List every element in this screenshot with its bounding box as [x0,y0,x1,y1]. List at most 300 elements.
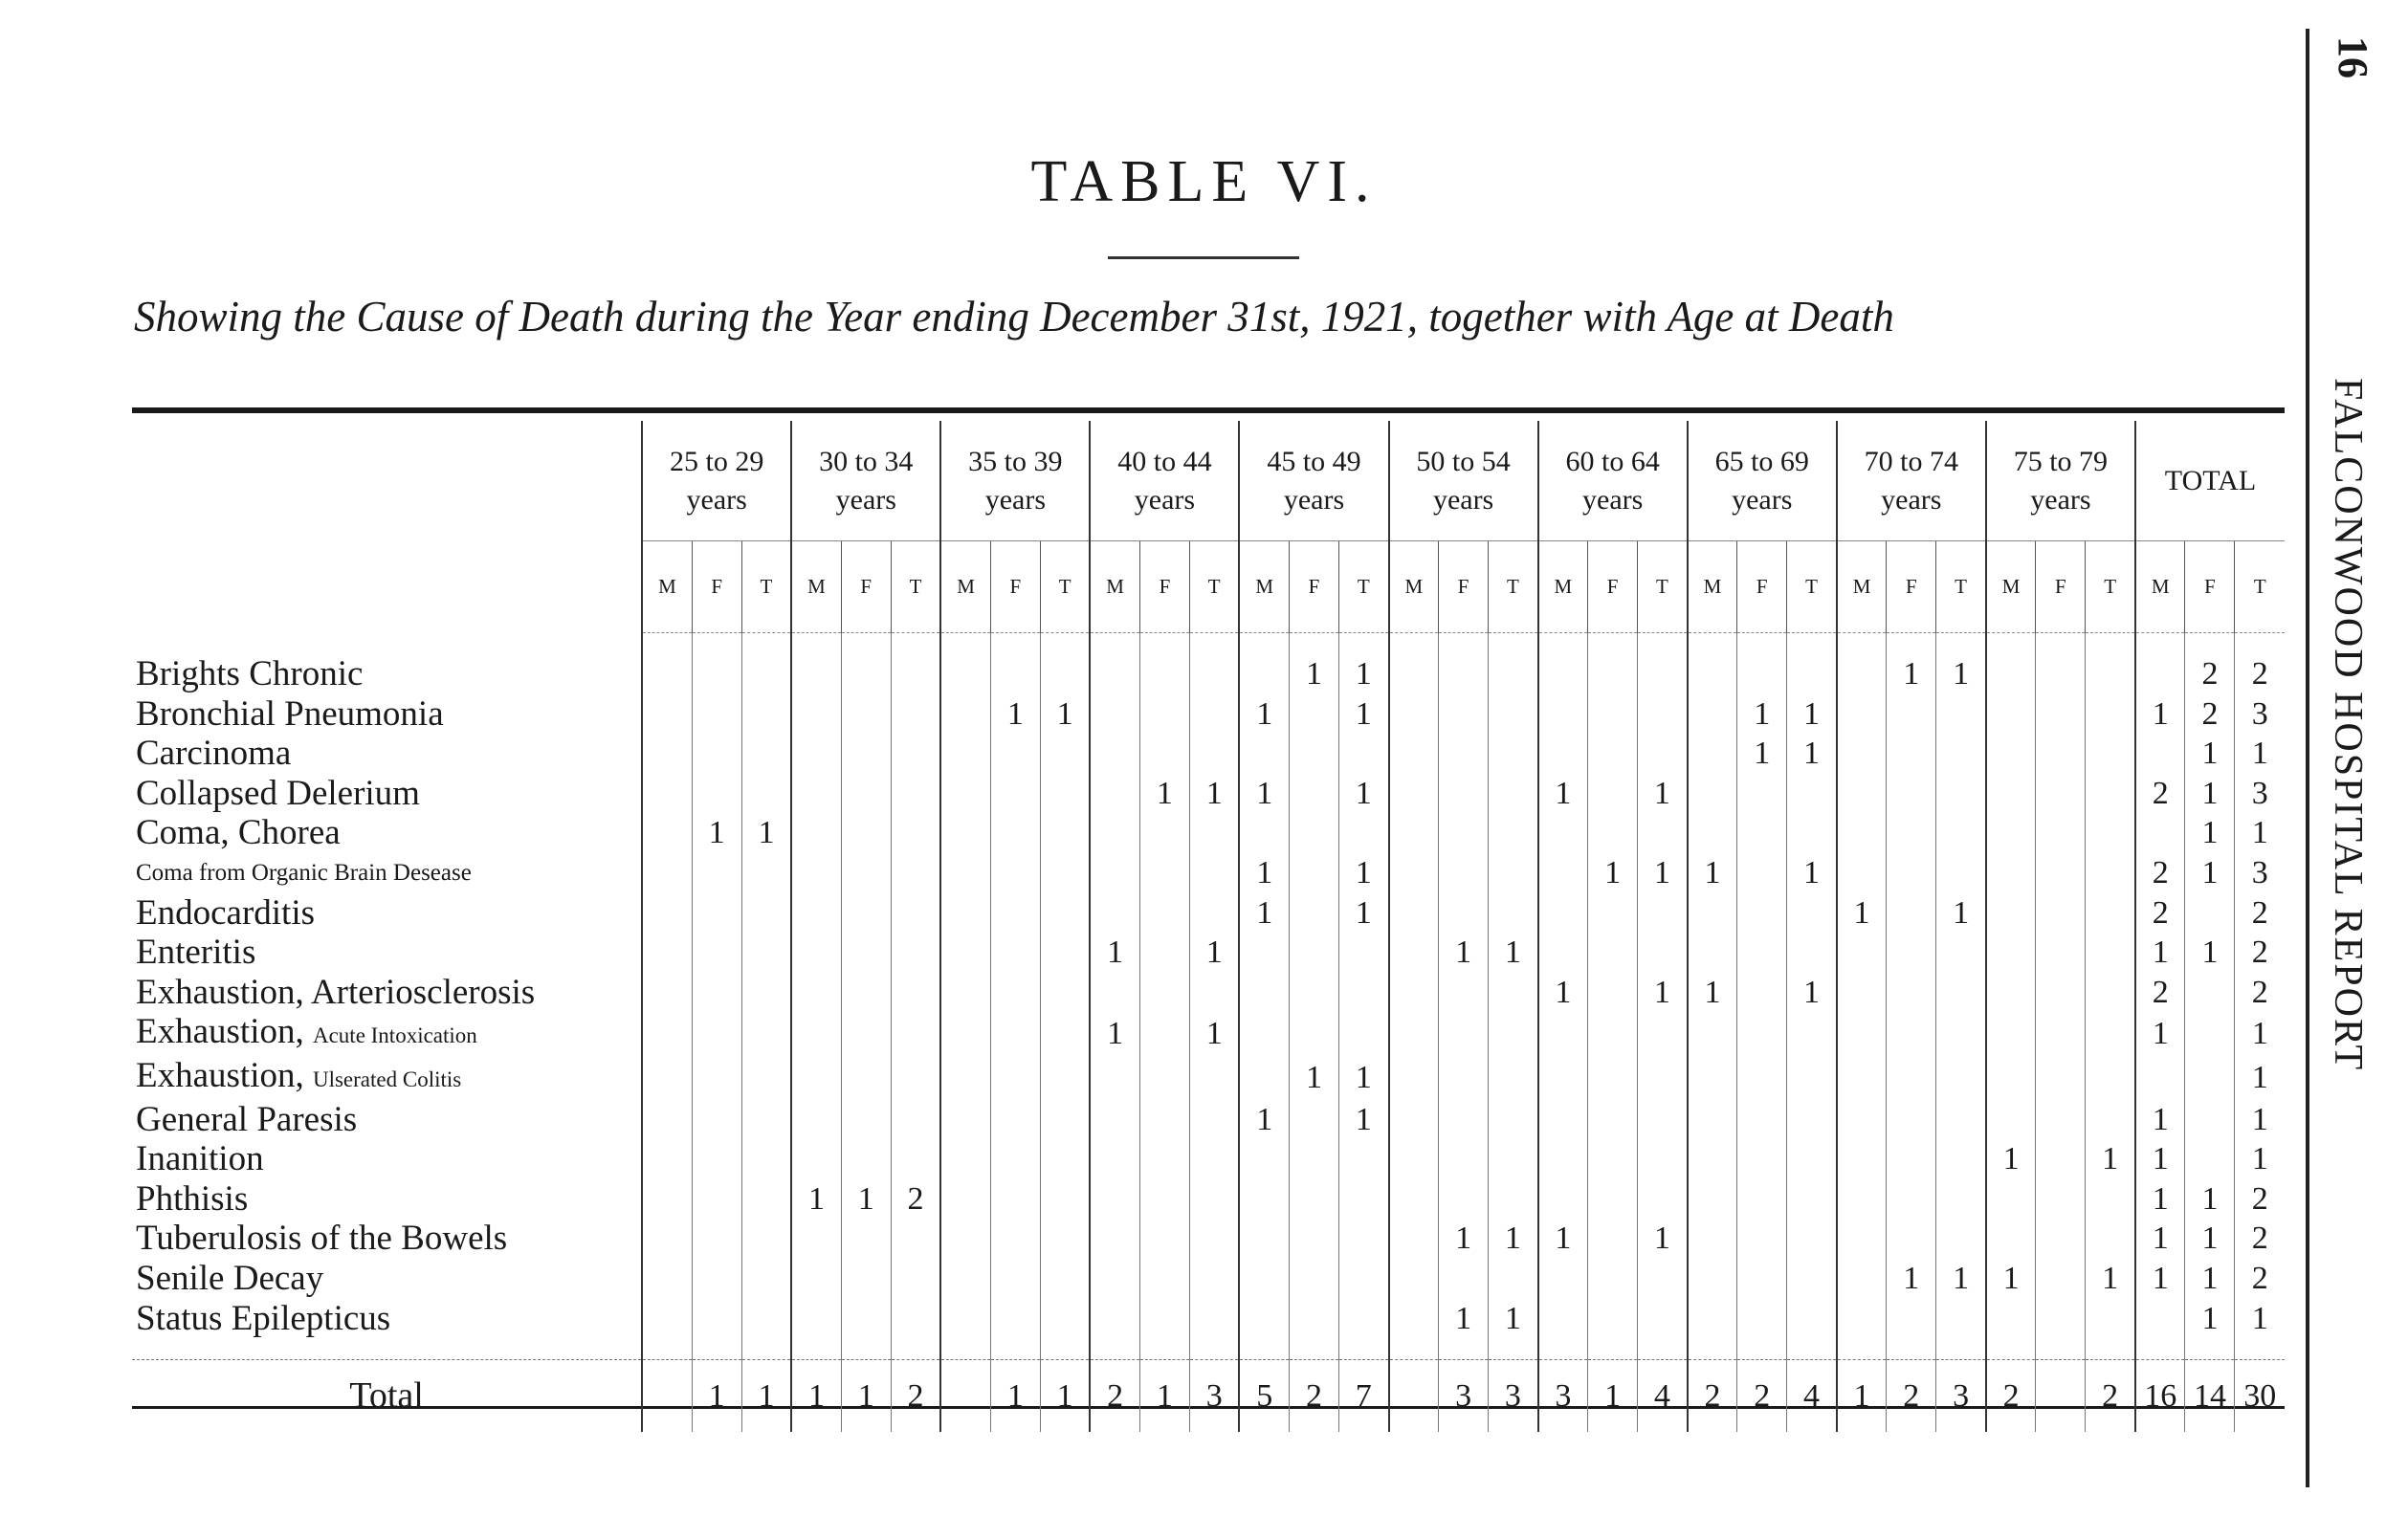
count-cell [2036,933,2086,973]
count-cell [1389,774,1439,814]
count-cell [891,734,940,774]
count-cell [990,933,1040,973]
count-cell [1688,893,1737,934]
page-number: 16 [2330,36,2376,78]
count-cell [891,694,940,735]
count-cell [1887,973,1936,1013]
count-cell: 1 [2086,1259,2135,1299]
count-cell [2086,1012,2135,1056]
count-cell [1936,1219,1986,1259]
count-cell [1189,1139,1239,1179]
count-cell [2185,1139,2235,1179]
count-cell: 1 [1638,973,1688,1013]
count-cell [1986,1219,2036,1259]
count-cell [1538,694,1588,735]
count-cell [741,1100,791,1140]
age-group-header [1239,421,1388,541]
table-subtitle: Showing the Cause of Death during the Year ending December 31st, 1921, together with Age at Death [134,293,1894,341]
cause-label: Tuberulosis of the Bowels [136,1219,508,1259]
count-cell [741,1219,791,1259]
spacer-cell [1887,633,1936,655]
count-cell [692,933,741,973]
cause-qualifier: Acute Intoxication [312,1023,477,1048]
table-row [132,774,2285,814]
total-count-cell: 2 [891,1360,940,1433]
count-cell [1289,813,1338,853]
count-cell [1489,1139,1538,1179]
count-cell [1986,973,2036,1013]
spacer-cell [1090,633,1139,655]
sex-header: F [692,541,741,633]
count-cell: 1 [1787,853,1837,893]
spacer-cell [1189,633,1239,655]
count-cell [1439,1100,1489,1140]
count-cell [1837,933,1887,973]
count-cell [2036,1179,2086,1220]
count-cell: 1 [2135,1139,2185,1179]
count-cell [990,654,1040,694]
count-cell [1339,1179,1389,1220]
count-cell [1837,1012,1887,1056]
table-row [132,1139,2285,1179]
count-cell [1837,813,1887,853]
spacer-cell [940,633,990,655]
total-count-cell: 3 [1439,1360,1489,1433]
count-cell: 1 [1538,973,1588,1013]
count-cell [1239,654,1289,694]
count-cell [1986,1299,2036,1339]
total-count-cell: 3 [1538,1360,1588,1433]
count-cell [2036,1259,2086,1299]
sex-header: M [1986,541,2036,633]
sex-header-row [132,541,2285,633]
count-cell [1090,1259,1139,1299]
count-cell: 1 [1638,774,1688,814]
count-cell [1139,1100,1189,1140]
count-cell [2086,893,2135,934]
sex-header: T [1339,541,1389,633]
spacer-cell [1837,633,1887,655]
count-cell: 1 [2235,813,2285,853]
count-cell [1389,813,1439,853]
count-cell [642,1179,692,1220]
count-cell [1289,853,1338,893]
total-count-cell: 30 [2235,1360,2285,1433]
count-cell [1986,1179,2036,1220]
count-cell [1239,1056,1289,1100]
spacer-cell [1040,1338,1090,1360]
count-cell: 1 [1239,853,1289,893]
count-cell [891,973,940,1013]
count-cell [1688,1179,1737,1220]
page-edge-rule [2306,29,2309,1487]
count-cell: 1 [1588,853,1638,893]
count-cell [791,853,841,893]
count-cell [1090,654,1139,694]
total-count-cell: 3 [1489,1360,1538,1433]
count-cell [642,694,692,735]
count-cell [1289,774,1338,814]
total-count-cell: 2 [1887,1360,1936,1433]
count-cell [1638,1056,1688,1100]
count-cell [1439,813,1489,853]
count-cell: 1 [2135,1259,2185,1299]
age-group-header [2135,421,2285,541]
age-group-header [1538,421,1688,541]
count-cell: 1 [2235,1139,2285,1179]
count-cell: 1 [2185,774,2235,814]
count-cell [1887,1219,1936,1259]
cause-cell [132,973,642,1013]
count-cell [1688,1259,1737,1299]
total-count-cell: 16 [2135,1360,2185,1433]
count-cell [692,1259,741,1299]
count-cell [841,973,891,1013]
count-cell: 1 [1189,774,1239,814]
count-cell [1688,1056,1737,1100]
count-cell [1090,813,1139,853]
spacer-cell [642,1338,692,1360]
spacer-cell [1638,1338,1688,1360]
count-cell [1139,933,1189,973]
table-title: TABLE VI. [1030,149,1378,214]
spacer-cell [791,633,841,655]
count-cell: 1 [1339,1056,1389,1100]
total-count-cell: 2 [1737,1360,1787,1433]
sex-header: M [1538,541,1588,633]
count-cell [841,813,891,853]
count-cell [1837,1219,1887,1259]
count-cell [1139,853,1189,893]
count-cell [1189,1259,1239,1299]
count-cell [1837,853,1887,893]
count-cell [1588,1139,1638,1179]
age-group-unit: years [984,483,1046,516]
count-cell [1688,734,1737,774]
age-group-unit: years [835,483,896,516]
total-count-cell: 7 [1339,1360,1389,1433]
count-cell [692,694,741,735]
count-cell: 1 [841,1179,891,1220]
count-cell: 1 [1239,893,1289,934]
count-cell [692,893,741,934]
count-cell [741,654,791,694]
count-cell [1489,1100,1538,1140]
count-cell [2086,813,2135,853]
count-cell [1289,1012,1338,1056]
count-cell [841,853,891,893]
age-group-unit: years [1732,483,1793,516]
cause-cell [132,694,642,735]
count-cell [1837,734,1887,774]
count-cell [1040,1012,1090,1056]
count-cell [2185,973,2235,1013]
count-cell [1737,1056,1787,1100]
count-cell [891,1259,940,1299]
count-cell [642,1299,692,1339]
age-group-label: 25 to 29 [670,445,764,477]
count-cell [891,813,940,853]
sex-header: T [1638,541,1688,633]
count-cell [1787,1219,1837,1259]
spacer-cell [2086,633,2135,655]
spacer-cell [1588,633,1638,655]
count-cell [1040,973,1090,1013]
spacer-cell [741,1338,791,1360]
count-cell [791,654,841,694]
cause-cell [132,1259,642,1299]
count-cell [1239,1139,1289,1179]
count-cell [791,933,841,973]
spacer-cell [1289,633,1338,655]
count-cell: 3 [2235,853,2285,893]
count-cell [940,1139,990,1179]
count-cell [1588,774,1638,814]
sex-header: T [2235,541,2285,633]
count-cell [791,694,841,735]
count-cell: 2 [891,1179,940,1220]
count-cell: 1 [1289,654,1338,694]
count-cell [791,1100,841,1140]
count-cell [1936,973,1986,1013]
count-cell [841,1100,891,1140]
count-cell [940,774,990,814]
count-cell [692,774,741,814]
table-row [132,734,2285,774]
count-cell [1936,1299,1986,1339]
count-cell: 1 [1489,1299,1538,1339]
count-cell [1289,694,1338,735]
count-cell [1737,813,1787,853]
count-cell [1090,1100,1139,1140]
count-cell: 2 [2235,654,2285,694]
count-cell [1389,1179,1439,1220]
age-group-label: 40 to 44 [1117,445,1212,477]
count-cell [1040,1219,1090,1259]
count-cell [1439,774,1489,814]
count-cell [1787,1259,1837,1299]
table-top-rule [132,407,2285,413]
count-cell [1887,1012,1936,1056]
spacer-cell [1389,1338,1439,1360]
spacer-cell [1489,1338,1538,1360]
count-cell [642,933,692,973]
count-cell [1986,1056,2036,1100]
count-cell [1737,893,1787,934]
count-cell: 1 [1339,654,1389,694]
count-cell [1986,734,2036,774]
cause-label: Enteritis [136,933,256,973]
count-cell [891,774,940,814]
age-group-label: 60 to 64 [1565,445,1660,477]
sex-header: T [741,541,791,633]
count-cell: 1 [2135,1179,2185,1220]
count-cell [1837,1056,1887,1100]
count-cell [1389,1139,1439,1179]
count-cell [1787,654,1837,694]
spacer-cell [1936,633,1986,655]
count-cell [1688,654,1737,694]
count-cell [741,734,791,774]
count-cell [692,1139,741,1179]
count-cell [642,853,692,893]
count-cell [990,1056,1040,1100]
count-cell [2036,1012,2086,1056]
spacer-cell [2235,1338,2285,1360]
spacer-cell [692,633,741,655]
count-cell: 1 [2235,1056,2285,1100]
age-group-unit: years [686,483,747,516]
count-cell [1588,654,1638,694]
count-cell [1837,654,1887,694]
cause-cell [132,1056,642,1100]
count-cell: 1 [692,813,741,853]
count-cell [1339,1299,1389,1339]
count-cell [1588,1056,1638,1100]
spacer-cell [132,633,642,655]
count-cell [1090,1299,1139,1339]
count-cell [2086,1219,2135,1259]
count-cell: 1 [2185,1259,2235,1299]
count-cell [1737,853,1787,893]
count-cell [1638,1299,1688,1339]
table-row [132,933,2285,973]
count-cell [1289,1179,1338,1220]
count-cell [1040,1299,1090,1339]
count-cell [741,1056,791,1100]
spacer-row [132,1338,2285,1360]
spacer-cell [2036,1338,2086,1360]
cause-cell [132,1219,642,1259]
count-cell: 1 [2185,933,2235,973]
count-cell [1040,813,1090,853]
count-cell: 2 [2235,933,2285,973]
cause-cell [132,1012,642,1056]
count-cell [1638,1259,1688,1299]
count-cell [791,1259,841,1299]
spacer-cell [891,1338,940,1360]
count-cell [1289,1299,1338,1339]
count-cell [1737,654,1787,694]
count-cell [990,893,1040,934]
spacer-cell [1439,633,1489,655]
count-cell [1737,1139,1787,1179]
count-cell [841,694,891,735]
count-cell [1787,1179,1837,1220]
total-count-cell: 1 [841,1360,891,1433]
count-cell [791,973,841,1013]
count-cell [2036,774,2086,814]
spacer-cell [1538,633,1588,655]
count-cell [1538,1179,1588,1220]
count-cell [1139,1056,1189,1100]
count-cell [1239,813,1289,853]
count-cell [791,893,841,934]
total-count-cell [642,1360,692,1433]
count-cell [891,933,940,973]
count-cell: 1 [2185,1179,2235,1220]
spacer-cell [1239,1338,1289,1360]
cause-cell [132,853,642,893]
count-cell [990,973,1040,1013]
total-count-cell: 1 [692,1360,741,1433]
count-cell [1837,1299,1887,1339]
count-cell [990,734,1040,774]
count-cell [791,1139,841,1179]
total-count-cell: 5 [1239,1360,1289,1433]
count-cell [1239,1012,1289,1056]
count-cell: 1 [1688,973,1737,1013]
age-group-header [791,421,940,541]
spacer-cell [940,1338,990,1360]
count-cell [1439,694,1489,735]
sex-header: F [1588,541,1638,633]
cause-cell [132,774,642,814]
total-count-cell: 2 [1090,1360,1139,1433]
count-cell: 1 [2235,1299,2285,1339]
count-cell [940,1012,990,1056]
spacer-cell [1936,1338,1986,1360]
count-cell [1139,893,1189,934]
count-cell [990,1139,1040,1179]
spacer-cell [1638,633,1688,655]
count-cell [1289,734,1338,774]
age-group-label: 50 to 54 [1416,445,1511,477]
count-cell [1936,1012,1986,1056]
count-cell [1489,853,1538,893]
count-cell [891,654,940,694]
spacer-cell [2135,633,2185,655]
count-cell [692,1056,741,1100]
total-count-cell: 4 [1638,1360,1688,1433]
count-cell [1489,893,1538,934]
count-cell [1887,893,1936,934]
count-cell [1040,893,1090,934]
count-cell [2086,1179,2135,1220]
sex-header: F [2185,541,2235,633]
cause-label: Coma, Chorea [136,813,341,853]
count-cell: 1 [1189,933,1239,973]
count-cell [1389,654,1439,694]
sex-header: F [990,541,1040,633]
age-group-label: 70 to 74 [1864,445,1958,477]
count-cell [791,1012,841,1056]
sex-header: F [1139,541,1189,633]
count-cell [741,853,791,893]
spacer-cell [2086,1338,2135,1360]
count-cell [1139,734,1189,774]
count-cell [1139,1139,1189,1179]
count-cell [1588,893,1638,934]
count-cell [1986,1012,2036,1056]
count-cell [1489,1012,1538,1056]
count-cell: 1 [2185,853,2235,893]
cause-label: Senile Decay [136,1258,324,1298]
count-cell [1040,774,1090,814]
count-cell [741,893,791,934]
age-group-header [1688,421,1837,541]
count-cell: 1 [1936,893,1986,934]
spacer-cell [990,633,1040,655]
count-cell [642,1219,692,1259]
count-cell [1139,1299,1189,1339]
sex-header: T [1040,541,1090,633]
count-cell [1986,774,2036,814]
total-count-cell: 3 [1936,1360,1986,1433]
count-cell [2036,893,2086,934]
cause-label: Endocarditis [136,892,316,933]
count-cell: 1 [1239,774,1289,814]
